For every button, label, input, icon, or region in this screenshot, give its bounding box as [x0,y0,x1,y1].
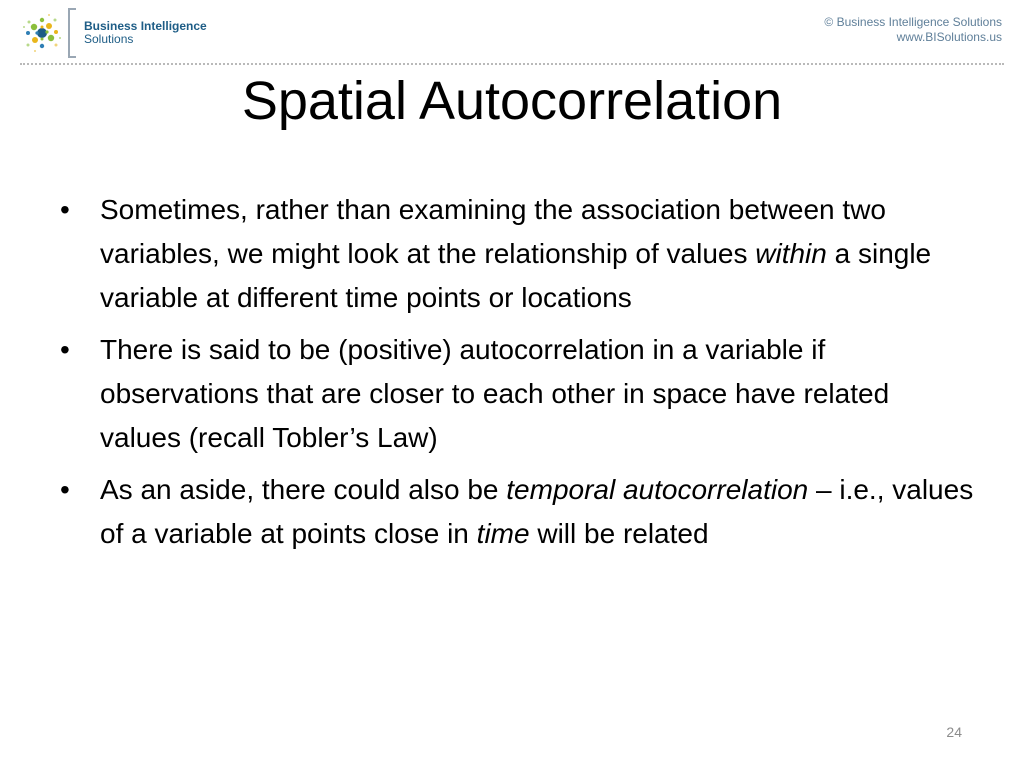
logo-bracket [68,8,76,58]
bullet-emphasis: temporal autocorrelation [506,474,809,505]
bullet-text: – i.e., values of a variable at points close in [100,474,974,549]
bullet-icon: • [60,334,70,365]
website-link[interactable]: www.BISolutions.us [896,30,1002,44]
bullet-list [56,188,976,564]
slide-title: Spatial Autocorrelation [241,71,783,131]
logo-subtitle: Solutions [84,32,134,46]
logo-text [84,20,207,46]
bullet-emphasis: time [476,518,530,549]
company-logo [20,8,207,58]
bullet-item [56,188,976,320]
logo-title: Business Intelligence [84,19,207,33]
bullet-text: a single variable at different time points or locations [100,238,932,313]
header-credits [824,15,1002,45]
bullet-item [56,328,976,460]
logo-dots-icon [20,11,64,55]
bullet-text: There is said to be (positive) autocorrelation in a variable if observations that are closer to each other in space have related values (recall Tobler’s Law) [100,334,890,453]
bullet-text: As an aside, there could also be [100,474,507,505]
bullet-emphasis: within [755,238,827,269]
bullet-text: will be related [529,518,709,549]
copyright-text: © Business Intelligence Solutions [824,15,1002,29]
bullet-item [56,468,976,556]
bullet-icon: • [60,194,70,225]
bullet-text: Sometimes, rather than examining the association between two variables, we might look at the relationship of values [100,194,886,269]
page-number: 24 [946,724,962,740]
bullet-icon: • [60,474,70,505]
header-divider [20,63,1004,65]
